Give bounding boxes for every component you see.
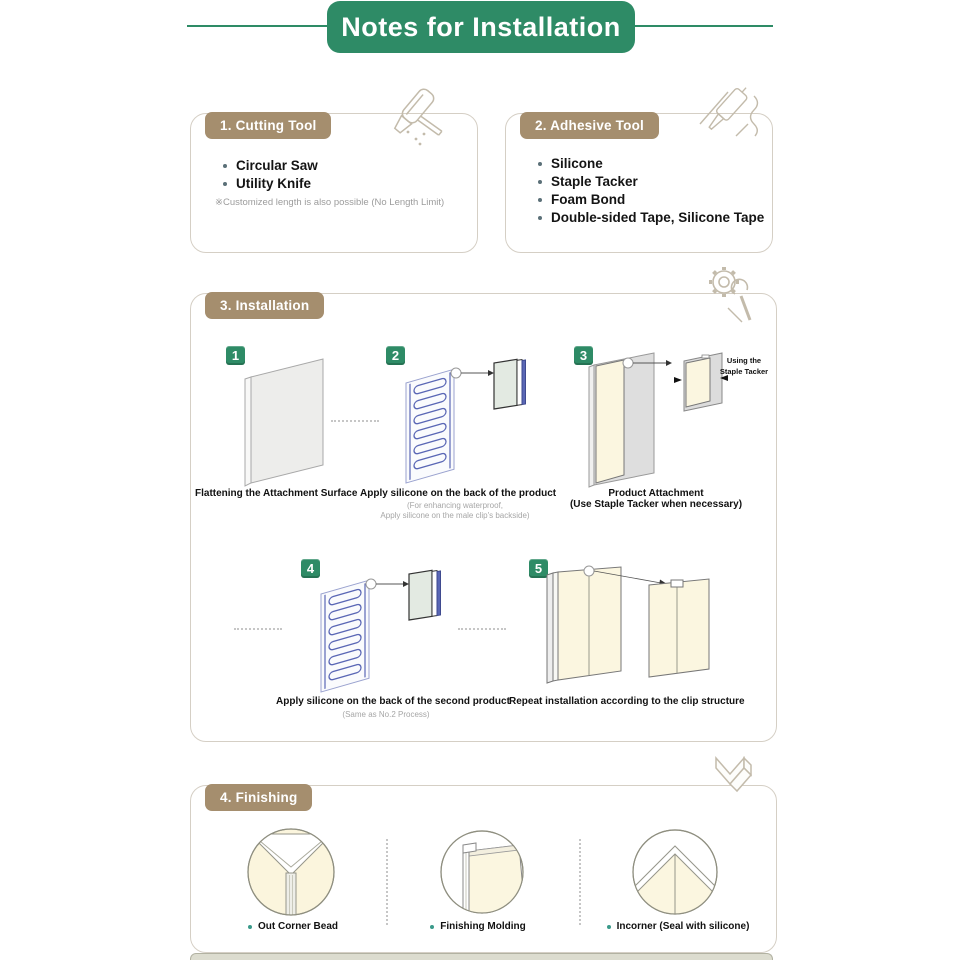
- bullet-dot: [430, 925, 434, 929]
- step-caption: Apply silicone on the back of the product: [360, 488, 557, 499]
- list-item-label: Silicone: [551, 156, 603, 171]
- step-number-badge: 3: [574, 346, 593, 365]
- section-label-finishing: 4. Finishing: [205, 784, 312, 811]
- bullet-dot: [538, 216, 542, 220]
- dotted-separator: [331, 420, 379, 422]
- dotted-separator: [386, 839, 388, 925]
- incorner-diagram: [631, 828, 719, 916]
- list-item-label: Circular Saw: [236, 158, 318, 173]
- utility-knife-icon: [374, 84, 450, 150]
- step-caption: Flattening the Attachment Surface: [195, 488, 358, 499]
- list-item: [538, 192, 625, 207]
- section-label-installation: 3. Installation: [205, 292, 324, 319]
- finishing-item-label: Finishing Molding: [440, 921, 526, 932]
- list-item: [538, 210, 764, 225]
- gear-wrench-icon: [698, 260, 760, 330]
- bullet-dot: [223, 164, 227, 168]
- bullet-dot: [607, 925, 611, 929]
- cutting-note: ※Customized length is also possible (No Length Limit): [215, 197, 445, 208]
- step-caption: Product Attachment: [608, 488, 704, 499]
- dotted-separator: [234, 628, 282, 630]
- step-number-badge: 4: [301, 559, 320, 578]
- step5-diagram: [541, 561, 716, 691]
- bullet-dot: [538, 162, 542, 166]
- list-item-label: Foam Bond: [551, 192, 626, 207]
- bullet-dot: [538, 198, 542, 202]
- finishing-item-label: Incorner (Seal with silicone): [616, 921, 750, 932]
- step2-diagram: [396, 353, 530, 488]
- installation-section: [190, 293, 777, 742]
- step-number-badge: 1: [226, 346, 245, 365]
- dotted-separator: [458, 628, 506, 630]
- caulk-gun-icon: [698, 84, 766, 148]
- page-title-text: Notes for Installation: [341, 11, 621, 42]
- bullet-dot: [223, 182, 227, 186]
- step-subcaption: (Same as No.2 Process): [342, 710, 430, 719]
- section-label-adhesive-tool: 2. Adhesive Tool: [520, 112, 659, 139]
- list-item: [223, 176, 311, 191]
- step-subcaption: (For enhancing waterproof,: [406, 501, 504, 510]
- list-item-label: Utility Knife: [236, 176, 312, 191]
- section-label-cutting-tool: 1. Cutting Tool: [205, 112, 331, 139]
- bullet-dot: [248, 925, 252, 929]
- dotted-separator: [579, 839, 581, 925]
- step4-diagram: [311, 566, 445, 696]
- corner-bead-icon: [710, 756, 758, 812]
- finishing-molding-diagram: [439, 829, 525, 915]
- step-caption: Apply silicone on the back of the second product: [276, 696, 510, 707]
- step-number-badge: 5: [529, 559, 548, 578]
- list-item-label: Double-sided Tape, Silicone Tape: [551, 210, 765, 225]
- finishing-item-label: Out Corner Bead: [257, 921, 338, 932]
- step-subcaption: (Use Staple Tacker when necessary): [569, 499, 743, 510]
- step-subcaption: Apply silicone on the male clip's backside): [380, 511, 530, 520]
- step-number-badge: 2: [386, 346, 405, 365]
- finishing-item: [588, 921, 768, 932]
- list-item: [223, 158, 318, 173]
- next-section-edge: [190, 953, 773, 960]
- step1-diagram: [231, 353, 331, 488]
- finishing-item: [398, 921, 558, 932]
- step-caption: Repeat installation according to the clip structure: [509, 696, 745, 707]
- finishing-section: [190, 785, 777, 953]
- out-corner-bead-diagram: [246, 827, 336, 917]
- list-item: [538, 156, 603, 171]
- bullet-dot: [538, 180, 542, 184]
- page-title: [327, 1, 635, 53]
- list-item-label: Staple Tacker: [551, 174, 638, 189]
- step3-annotation: Using the Staple Tacker: [719, 356, 769, 376]
- list-item: [538, 174, 638, 189]
- finishing-item: [213, 921, 373, 932]
